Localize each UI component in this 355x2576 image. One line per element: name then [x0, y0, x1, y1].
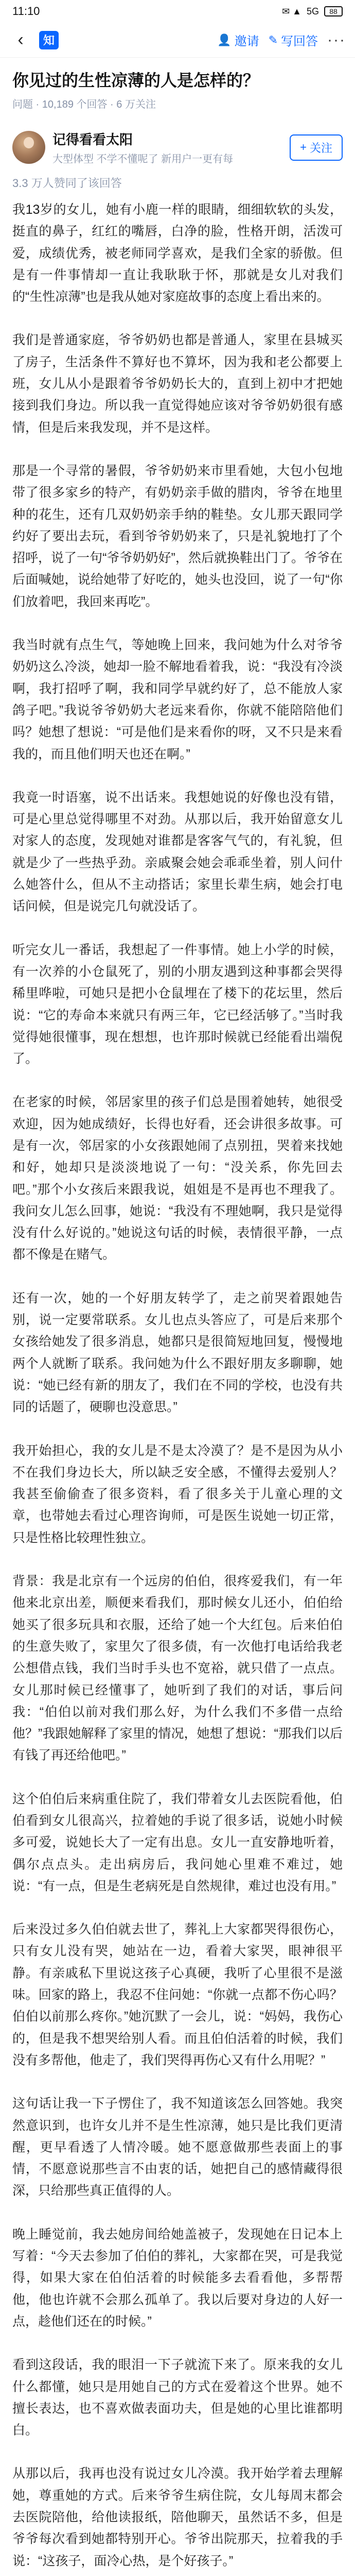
invite-label: 邀请 [234, 35, 259, 48]
answer-paragraph: 这个伯伯后来病重住院了，我们带着女儿去医院看他，伯伯看到女儿很高兴，拉着她的手说了很多话，说她小时候多可爱，说她长大了一定有出息。女儿一直安静地听着，偶尔点点头。走出病房后，我问她心里难不难过，她说：“有一点，但是生老病死是自然规律，难过也没有用。” [12, 1791, 343, 1893]
question-meta: 问题 · 10,189 个回答 · 6 万关注 [12, 99, 156, 110]
answer-paragraph: 看到这段话，我的眼泪一下子就流下来了。原来我的女儿什么都懂，她只是用她自己的方式在爱着这个世界。她不擅长表达，也不喜欢做表面功夫，但是她的心里比谁都明白。 [12, 2358, 343, 2438]
top-nav [0, 23, 355, 58]
invite-icon: 👤 [217, 33, 232, 46]
answer-paragraph: 我们是普通家庭，爷爷奶奶也都是普通人，家里在县城买了房子，生活条件不算好也不算坏，因为我和老公都要上班，女儿从小是跟着爷爷奶奶长大的，直到上初中才把她接到我们身边。所以我一直觉得她应该对爷爷奶奶很有感情，但是后来我发现，并不是这样。 [12, 333, 343, 435]
answer-paragraph: 那是一个寻常的暑假，爷爷奶奶来市里看她，大包小包地带了很多家乡的特产，有奶奶亲手做的腊肉，爷爷在地里种的花生，还有几双奶奶亲手纳的鞋垫。女儿那天跟同学约好了要出去玩，看到爷爷奶奶来了，只是礼貌地打了个招呼，说了一句“爷爷奶奶好”，然后就换鞋出门了。爷爷在后面喊她，说给她带了好吃的，她头也没回，说了一句“你们放着吧，我回来再吃”。 [12, 463, 343, 609]
answer-paragraph: 我竟一时语塞，说不出话来。我想她说的好像也没有错，可是心里总觉得哪里不对劲。从那以后，我开始留意女儿对家人的态度，发现她对谁都是客客气气的，有礼貌，但就是少了一些热乎劲。亲戚聚会她会乖乖坐着，别人问什么她答什么，但从不主动搭话；家里长辈生病，她会打电话问候，但是说完几句就没话了。 [12, 790, 343, 914]
follow-label: 关注 [309, 141, 332, 155]
status-indicators [282, 6, 343, 17]
nav-left [9, 29, 59, 52]
answer-paragraph: 这句话让我一下子愣住了，我不知道该怎么回答她。我突然意识到，也许女儿并不是生性凉薄，她只是比我们更清醒，更早看透了人情冷暖。她不愿意做那些表面上的事情，不愿意说那些言不由衷的话，她把自己的感情藏得很深，只给那些真正值得的人。 [12, 2096, 343, 2198]
nav-actions [217, 31, 346, 49]
answer-paragraph: 我开始担心，我的女儿是不是太冷漠了？是不是因为从小不在我们身边长大，所以缺乏安全感，不懂得去爱别人？我甚至偷偷查了很多资料，看了很多关于儿童心理的文章，也带她去看过心理咨询师，可是医生说她一切正常，只是性格比较理性独立。 [12, 1443, 343, 1545]
answer-paragraph: 背景：我是北京有一个远房的伯伯，很疼爱我们，有一年他来北京出差，顺便来看我们，那时候女儿还小，伯伯给她买了很多玩具和衣服，还给了她一个大红包。后来伯伯的生意失败了，家里欠了很多债，有一次他打电话给我老公想借点钱，我们当时手头也不宽裕，就只借了一点点。女儿那时候已经懂事了，她听到了我们的对话，事后问我：“伯伯以前对我们那么好，为什么我们不多借一点给他？”我跟她解释了家里的情况，她想了想说：“那我们以后有钱了再还给他吧。” [12, 1574, 343, 1763]
answer-paragraph: 我当时就有点生气，等她晚上回来，我问她为什么对爷爷奶奶这么冷淡，她却一脸不解地看着我，说：“我没有冷淡啊，我打招呼了啊，我和同学早就约好了，总不能放人家鸽子吧。”我说爷爷奶奶大老远来看你，你就不能陪陪他们吗？她想了想说：“可是他们是来看你的呀，又不只是来看我的，而且他们明天也还在啊。” [12, 638, 343, 761]
plus-icon: + [300, 141, 307, 154]
author-name[interactable]: 记得看看太阳 [52, 132, 133, 147]
answer-content [0, 199, 355, 2576]
network-label: 5G [306, 6, 319, 16]
more-options-icon[interactable]: ··· [327, 31, 346, 48]
status-bar [0, 0, 355, 23]
answer-paragraph: 在老家的时候，邻居家里的孩子们总是围着她转，她很受欢迎，因为她成绩好，长得也好看，还会讲很多故事。可是有一次，邻居家的小女孩跟她闹了点别扭，哭着来找她和好，她却只是淡淡地说了一句：“没关系，你先回去吧。”那个小女孩后来跟我说，姐姐是不是再也不理我了。我问女儿怎么回事，她说：“我没有不理她啊，我只是觉得没有什么好说的。”她说这句话的时候，表情很平静，一点都不像是在赌气。 [12, 1095, 343, 1262]
author-bio: 大型体型 不学不懂呢了 新用户一更有每 [52, 154, 234, 165]
answer-paragraph: 晚上睡觉前，我去她房间给她盖被子，发现她在日记本上写着：“今天去参加了伯伯的葬礼，大家都在哭，可是我觉得，如果大家在伯伯活着的时候能多去看看他，多帮帮他，他也许就不会那么孤单了。我以后要对身边的人好一点，趁他们还在的时候。” [12, 2227, 343, 2329]
pencil-icon: ✎ [268, 33, 278, 46]
author-card [0, 118, 355, 170]
signal-indicators: ✉ ▲ [282, 6, 301, 16]
status-time: 11:10 [12, 5, 40, 18]
question-header [0, 58, 355, 118]
invite-button[interactable] [217, 31, 259, 49]
agree-count: 3.3 万人赞同了该回答 [12, 177, 122, 190]
author-text [52, 129, 233, 165]
answer-paragraph: 听完女儿一番话，我想起了一件事情。她上小学的时候，有一次养的小仓鼠死了，别的小朋友遇到这种事都会哭得稀里哗啦，可她只是把小仓鼠埋在了楼下的花坛里，然后说：“它的寿命本来就只有两三年，它已经活够了。”当时我觉得她很懂事，现在想想，也许那时候就已经能看出端倪了。 [12, 942, 343, 1066]
avatar[interactable] [12, 131, 45, 164]
answer-paragraph: 从那以后，我再也没有说过女儿冷漠。我开始学着去理解她，尊重她的方式。后来爷爷生病住院，女儿每周末都会去医院陪他，给他读报纸，陪他聊天，虽然话不多，但是爷爷每次看到她都特别开心。爷爷出院那天，拉着我的手说：“这孩子，面冷心热，是个好孩子。” [12, 2466, 343, 2568]
answer-paragraph: 我13岁的女儿，她有小鹿一样的眼睛，细细软软的头发，挺直的鼻子，红红的嘴唇，白净的脸，性格开朗，活泼可爱，成绩优秀，被老师同学喜欢，是我们全家的骄傲。但是有一件事情却一直让我耿耿于怀，那就是女儿对我们的“生性凉薄”也是我从她对家庭故事的态度上看出来的。 [12, 202, 343, 304]
battery-level: 88 [329, 7, 338, 15]
follow-button[interactable] [290, 134, 343, 161]
author-info[interactable] [12, 129, 233, 165]
back-arrow-icon[interactable]: ‹ [17, 30, 24, 49]
answer-paragraph: 后来没过多久伯伯就去世了，葬礼上大家都哭得很伤心，只有女儿没有哭，她站在一边，看着大家哭，眼神很平静。有亲戚私下里说这孩子心真硬，我听了心里很不是滋味。回家的路上，我忍不住问她：“你就一点都不伤心吗？伯伯以前那么疼你。”她沉默了一会儿，说：“妈妈，我伤心的，但是我不想哭给别人看。而且伯伯活着的时候，我们没有多帮他，他走了，我们哭得再伤心又有什么用呢？” [12, 1922, 343, 2067]
write-answer-label: 写回答 [281, 35, 318, 48]
battery-icon [324, 6, 343, 16]
question-title[interactable]: 你见过的生性凉薄的人是怎样的？ [12, 71, 260, 90]
write-answer-button[interactable] [269, 31, 318, 49]
app-logo[interactable]: 知 [39, 31, 59, 49]
answer-paragraph: 还有一次，她的一个好朋友转学了，走之前哭着跟她告别，说一定要常联系。女儿也点头答应了，可是后来那个女孩给她发了很多消息，她都只是很简短地回复，慢慢地两个人就断了联系。我问她为什么不跟好朋友多聊聊，她说：“她已经有新的朋友了，我们在不同的学校，也没有共同的话题了，硬聊也没意思。” [12, 1291, 343, 1415]
